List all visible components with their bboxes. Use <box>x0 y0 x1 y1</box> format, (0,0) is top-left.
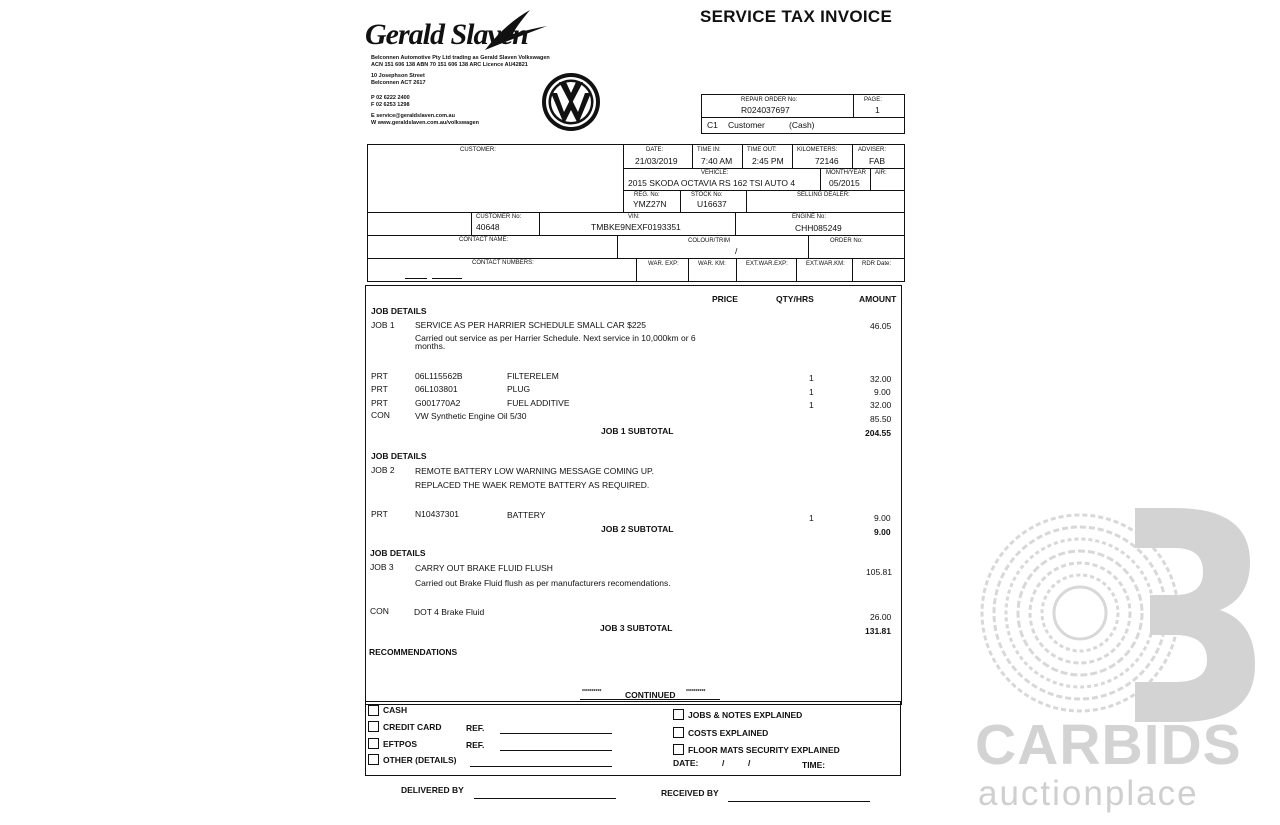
order-no-label: ORDER No: <box>830 238 863 244</box>
received-by-label: RECEIVED BY <box>661 788 719 798</box>
engine-value: CHH085249 <box>795 223 842 233</box>
line-desc: FUEL ADDITIVE <box>507 398 570 408</box>
job2-number: JOB 2 <box>371 465 395 475</box>
delivered-by-label: DELIVERED BY <box>401 785 464 795</box>
job-details-box <box>365 285 902 705</box>
date-field-label: DATE: <box>673 758 699 768</box>
monthyear-value: 05/2015 <box>829 178 860 188</box>
job2-heading: JOB DETAILS <box>371 451 427 461</box>
company-phone: P 02 6222 2400 <box>371 95 410 101</box>
reg-label: REG. No: <box>634 192 660 198</box>
stock-label: STOCK No: <box>691 192 723 198</box>
adviser-value: FAB <box>869 156 886 166</box>
line-qty: 1 <box>809 400 814 410</box>
vw-logo-icon <box>540 71 602 133</box>
km-value: 72146 <box>815 156 839 166</box>
line-amount: 26.00 <box>870 612 892 622</box>
line-code: 06L115562B <box>415 371 463 381</box>
credit-card-label: CREDIT CARD <box>383 722 442 732</box>
watermark-carbids: CARBIDS <box>975 713 1242 777</box>
job1-note: Carried out service as per Harrier Schedule. Next service in 10,000km or 6 <box>415 333 696 343</box>
line-type: PRT <box>371 371 388 381</box>
costs-explained-label: COSTS EXPLAINED <box>688 728 769 738</box>
line-qty: 1 <box>809 373 814 383</box>
line-amount: 9.00 <box>874 513 891 523</box>
job1-number: JOB 1 <box>371 320 395 330</box>
customer-no-value: 40648 <box>476 222 500 232</box>
engine-label: ENGINE No: <box>792 214 827 220</box>
time-in-value: 7:40 AM <box>701 156 733 166</box>
rdr-date-label: RDR Date: <box>862 261 892 267</box>
vehicle-value: 2015 SKODA OCTAVIA RS 162 TSI AUTO 4 <box>628 179 796 188</box>
eftpos-checkbox[interactable] <box>368 738 379 749</box>
mats-explained-checkbox[interactable] <box>673 744 684 755</box>
date-label: DATE: <box>646 147 664 153</box>
job1-heading: JOB DETAILS <box>371 306 427 316</box>
eftpos-ref-label: REF. <box>466 740 485 750</box>
job3-subtotal-label: JOB 3 SUBTOTAL <box>600 623 673 633</box>
job2-subtotal: 9.00 <box>874 527 891 537</box>
watermark-auctionplace: auctionplace <box>978 774 1199 813</box>
job3-amount: 105.81 <box>866 567 892 577</box>
job3-note: Carried out Brake Fluid flush as per manufacturers recomendations. <box>415 578 671 588</box>
line-amount: 9.00 <box>874 387 891 397</box>
line-desc: PLUG <box>507 384 531 394</box>
customer-type: Customer <box>728 120 765 130</box>
payment-type: (Cash) <box>789 120 815 130</box>
contact-numbers-label: CONTACT NUMBERS: <box>472 260 534 266</box>
line-code: VW Synthetic Engine Oil 5/30 <box>415 411 527 421</box>
time-out-value: 2:45 PM <box>752 156 784 166</box>
costs-explained-checkbox[interactable] <box>673 727 684 738</box>
war-exp-label: WAR. EXP: <box>648 261 679 267</box>
credit-card-checkbox[interactable] <box>368 721 379 732</box>
job1-amount: 46.05 <box>870 321 892 331</box>
company-line2: ACN 151 606 138 ABN 70 151 606 138 ARC Licence AU42821 <box>371 62 528 68</box>
time-out-label: TIME OUT: <box>747 147 777 153</box>
job3-subtotal: 131.81 <box>865 626 891 636</box>
time-in-label: TIME IN: <box>697 147 721 153</box>
company-email: E service@geraldslaven.com.au <box>371 113 455 119</box>
jobs-explained-label: JOBS & NOTES EXPLAINED <box>688 710 803 720</box>
repair-order-label: REPAIR ORDER No: <box>741 97 798 103</box>
colour-value: / <box>735 246 738 256</box>
line-desc: BATTERY <box>507 510 546 520</box>
continued-stars-right: ********** <box>686 689 706 695</box>
time-field-label: TIME: <box>802 760 826 770</box>
amount-header: AMOUNT <box>859 294 897 304</box>
delivered-by-field[interactable] <box>474 798 616 799</box>
date-slash-1: / <box>722 758 725 768</box>
eftpos-ref-field[interactable] <box>500 750 612 751</box>
line-code: DOT 4 Brake Fluid <box>414 607 485 617</box>
continued-stars-left: ********** <box>582 689 602 695</box>
line-amount: 32.00 <box>870 400 892 410</box>
km-label: KILOMETERS: <box>797 147 838 153</box>
jobs-explained-checkbox[interactable] <box>673 709 684 720</box>
brand-text: Gerald Slaven <box>365 18 528 51</box>
line-code: N10437301 <box>415 509 459 519</box>
job1-title: SERVICE AS PER HARRIER SCHEDULE SMALL CAR $225 <box>415 320 646 330</box>
company-fax: F 02 6253 1298 <box>371 102 410 108</box>
line-desc: FILTERELEM <box>507 371 559 381</box>
ext-war-km-label: EXT.WAR.KM: <box>806 261 845 267</box>
brand-logo <box>365 4 625 56</box>
company-line1: Belconnen Automotive Pty Ltd trading as Gerald Slaven Volkswagen <box>371 55 550 61</box>
page-value: 1 <box>875 105 880 115</box>
other-label: OTHER (DETAILS) <box>383 755 457 765</box>
watermark-logo <box>975 500 1260 730</box>
job1-note2: months. <box>415 341 446 351</box>
job2-title2: REPLACED THE WAEK REMOTE BATTERY AS REQUIRED. <box>415 480 650 490</box>
continued-label: CONTINUED <box>625 690 676 700</box>
job2-subtotal-label: JOB 2 SUBTOTAL <box>601 524 674 534</box>
date-slash-2: / <box>748 758 751 768</box>
line-type: PRT <box>371 509 388 519</box>
job3-heading: JOB DETAILS <box>370 548 426 558</box>
colour-label: COLOUR/TRIM <box>688 238 730 244</box>
stock-value: U16637 <box>697 199 727 209</box>
eftpos-label: EFTPOS <box>383 739 418 749</box>
job3-number: JOB 3 <box>370 562 394 572</box>
recommendations-label: RECOMMENDATIONS <box>369 647 458 657</box>
selling-dealer-label: SELLING DEALER: <box>797 192 850 198</box>
company-addr1: 10 Josephson Street <box>371 73 425 79</box>
job1-subtotal-label: JOB 1 SUBTOTAL <box>601 426 674 436</box>
cash-label: CASH <box>383 705 408 715</box>
customer-no-label: CUSTOMER No: <box>476 214 522 220</box>
other-details-field[interactable] <box>470 766 612 767</box>
qty-header: QTY/HRS <box>776 294 814 304</box>
vehicle-label: VEHICLE: <box>701 170 729 176</box>
job1-subtotal: 204.55 <box>865 428 891 438</box>
vin-value: TMBKE9NEXF0193351 <box>591 222 681 232</box>
air-label: AIR: <box>875 170 887 176</box>
customer-code: C1 <box>707 120 718 130</box>
cash-checkbox[interactable] <box>368 705 379 716</box>
page-label: PAGE: <box>864 97 882 103</box>
job2-title: REMOTE BATTERY LOW WARNING MESSAGE COMING UP. <box>415 466 654 476</box>
adviser-label: ADVISER: <box>858 147 887 153</box>
war-km-label: WAR. KM: <box>698 261 726 267</box>
monthyear-label: MONTH/YEAR <box>826 170 867 176</box>
date-value: 21/03/2019 <box>635 156 678 166</box>
line-type: PRT <box>371 398 388 408</box>
line-code: G001770A2 <box>415 398 461 408</box>
line-amount: 32.00 <box>870 374 892 384</box>
other-checkbox[interactable] <box>368 754 379 765</box>
received-by-field[interactable] <box>728 801 870 802</box>
repair-order-value: R024037697 <box>741 105 790 115</box>
contact-name-label: CONTACT NAME: <box>459 237 509 243</box>
mats-explained-label: FLOOR MATS SECURITY EXPLAINED <box>688 745 840 755</box>
company-addr2: Belconnen ACT 2617 <box>371 80 426 86</box>
line-type: PRT <box>371 384 388 394</box>
line-qty: 1 <box>809 387 814 397</box>
line-code: 06L103801 <box>415 384 458 394</box>
line-type: CON <box>371 410 390 420</box>
ext-war-exp-label: EXT.WAR.EXP: <box>746 261 788 267</box>
credit-ref-label: REF. <box>466 723 485 733</box>
line-amount: 85.50 <box>870 414 892 424</box>
line-qty: 1 <box>809 513 814 523</box>
vin-label: VIN: <box>628 214 640 220</box>
price-header: PRICE <box>712 294 738 304</box>
reg-value: YMZ27N <box>633 199 667 209</box>
credit-ref-field[interactable] <box>500 733 612 734</box>
company-web: W www.geraldslaven.com.au/volkswagen <box>371 120 479 126</box>
document-title: SERVICE TAX INVOICE <box>700 7 893 26</box>
customer-label: CUSTOMER: <box>460 147 496 153</box>
line-type: CON <box>370 606 389 616</box>
job3-title: CARRY OUT BRAKE FLUID FLUSH <box>415 563 553 573</box>
